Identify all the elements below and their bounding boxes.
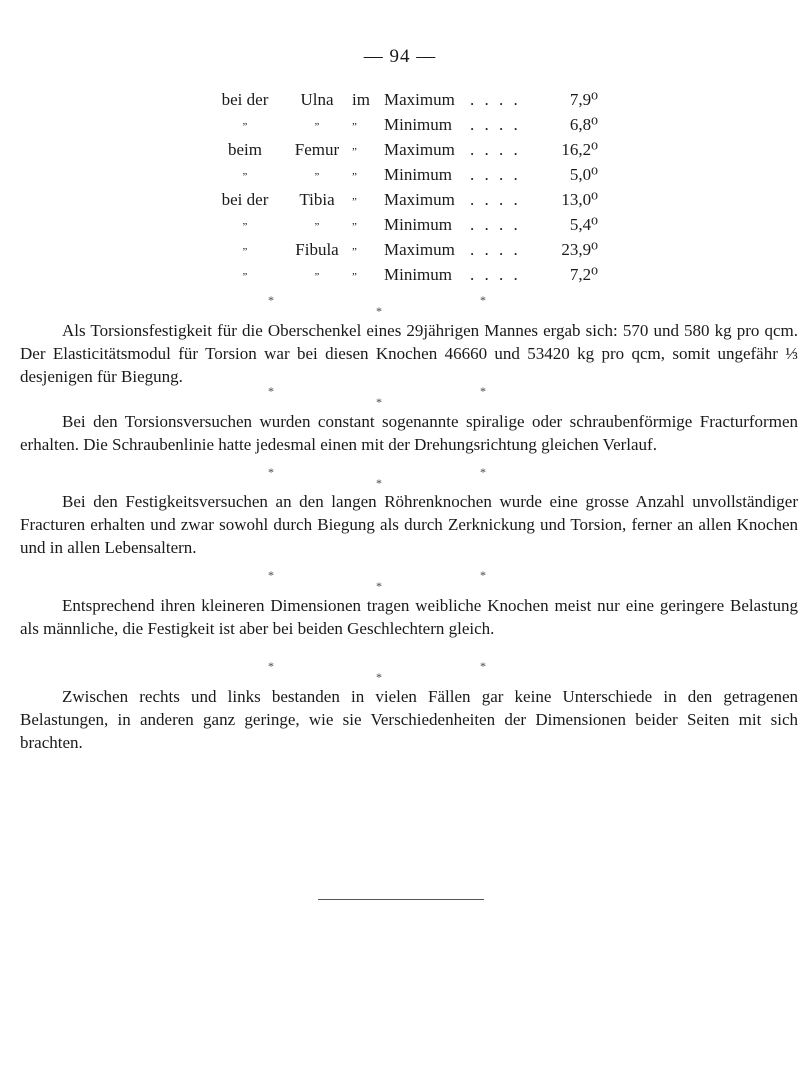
row-article: „: [352, 115, 357, 127]
row-kind: Maximum: [384, 140, 455, 159]
page-number: — 94 —: [363, 46, 437, 67]
row-prefix: bei der: [221, 90, 269, 109]
row-kind: Minimum: [384, 115, 453, 134]
row-value: 5,4⁰: [569, 215, 598, 234]
asterisk-icon: *: [268, 465, 274, 479]
table-row: [0, 115, 800, 140]
row-bone: „: [314, 265, 320, 277]
row-value: 13,0⁰: [561, 190, 598, 209]
asterisk-icon: *: [376, 395, 382, 409]
row-bone: Fibula: [295, 240, 339, 259]
row-bone: Tibia: [299, 190, 335, 209]
row-article: „: [352, 165, 357, 177]
row-article: „: [352, 140, 357, 152]
table-row: [0, 165, 800, 190]
asterism-separator: [0, 293, 800, 319]
row-kind: Maximum: [384, 190, 455, 209]
asterisk-icon: *: [268, 384, 274, 398]
table-row: [0, 215, 800, 240]
asterism-separator: [0, 465, 800, 491]
row-bone: Femur: [294, 140, 340, 159]
row-bone: „: [314, 215, 320, 227]
torsion-angle-table: [0, 90, 800, 290]
row-prefix: „: [242, 115, 248, 127]
table-row: [0, 190, 800, 215]
asterisk-icon: *: [376, 579, 382, 593]
asterism-separator: [0, 568, 800, 594]
asterisk-icon: *: [480, 659, 486, 673]
row-value: 5,0⁰: [569, 165, 598, 184]
row-leader-dots: . . . .: [470, 215, 521, 234]
row-value: 16,2⁰: [561, 140, 598, 159]
row-value: 7,2⁰: [569, 265, 598, 284]
row-bone: Ulna: [300, 90, 334, 109]
row-leader-dots: . . . .: [470, 165, 521, 184]
paragraph-torsion-strength: Als Torsionsfestigkeit für die Oberschenkel eines 29jährigen Mannes ergab sich: 570 und 580 kg pro qcm. Der Elasticitätsmodul für Torsion war bei diesen Knochen 46660 und 53420 kg pro qcm, somit ungefähr ⅓ desjenigen für Biegung.: [20, 321, 798, 386]
row-prefix: „: [242, 240, 248, 252]
paragraph-left-right: Zwischen rechts und links bestanden in vielen Fällen gar keine Unterschiede in den getragenen Belastungen, in anderen ganz geringe, wie sie Verschiedenheiten der Dimensionen beider Seiten mit sich brachten.: [20, 687, 798, 752]
asterisk-icon: *: [268, 568, 274, 582]
table-row: [0, 265, 800, 290]
asterisk-icon: *: [480, 568, 486, 582]
row-article: „: [352, 190, 357, 202]
table-row: [0, 90, 800, 115]
row-value: 6,8⁰: [569, 115, 598, 134]
row-prefix: „: [242, 215, 248, 227]
row-leader-dots: . . . .: [470, 115, 521, 134]
row-article: „: [352, 215, 357, 227]
asterism-separator: [0, 659, 800, 685]
paragraph-female-bones: Entsprechend ihren kleineren Dimensionen tragen weibliche Knochen meist nur eine geringere Belastung als männliche, die Festigkeit ist aber bei beiden Geschlechtern gleich.: [20, 596, 798, 638]
paragraph-fracture-forms: Bei den Torsionsversuchen wurden constant sogenannte spiralige oder schraubenförmige Fracturformen erhalten. Die Schraubenlinie hatte jedesmal einen mit der Drehungsrichtung gleichen Verlauf.: [20, 412, 798, 454]
row-kind: Maximum: [384, 90, 455, 109]
asterisk-icon: *: [480, 293, 486, 307]
asterisk-icon: *: [480, 465, 486, 479]
asterism-separator: [0, 384, 800, 410]
asterisk-icon: *: [268, 659, 274, 673]
row-kind: Maximum: [384, 240, 455, 259]
row-bone: „: [314, 115, 320, 127]
asterisk-icon: *: [480, 384, 486, 398]
row-kind: Minimum: [384, 165, 453, 184]
row-prefix: „: [242, 265, 248, 277]
table-row: [0, 140, 800, 165]
footer-rule: [318, 899, 484, 900]
row-leader-dots: . . . .: [470, 190, 521, 209]
row-article: im: [352, 90, 370, 109]
row-prefix: „: [242, 165, 248, 177]
table-row: [0, 240, 800, 265]
row-prefix: beim: [228, 140, 262, 159]
paragraph-incomplete-fractures: Bei den Festigkeitsversuchen an den langen Röhrenknochen wurde eine grosse Anzahl unvollständiger Fracturen erhalten und zwar sowohl durch Biegung als durch Zerknickung und Torsion, ferner an allen Knochen und in allen Lebensaltern.: [20, 492, 798, 557]
row-value: 23,9⁰: [561, 240, 598, 259]
row-value: 7,9⁰: [569, 90, 598, 109]
row-leader-dots: . . . .: [470, 90, 521, 109]
asterisk-icon: *: [376, 476, 382, 490]
row-leader-dots: . . . .: [470, 140, 521, 159]
row-kind: Minimum: [384, 215, 453, 234]
row-leader-dots: . . . .: [470, 240, 521, 259]
row-article: „: [352, 240, 357, 252]
row-bone: „: [314, 165, 320, 177]
row-article: „: [352, 265, 357, 277]
row-leader-dots: . . . .: [470, 265, 521, 284]
row-prefix: bei der: [221, 190, 269, 209]
asterisk-icon: *: [376, 670, 382, 684]
asterisk-icon: *: [376, 304, 382, 318]
row-kind: Minimum: [384, 265, 453, 284]
asterisk-icon: *: [268, 293, 274, 307]
